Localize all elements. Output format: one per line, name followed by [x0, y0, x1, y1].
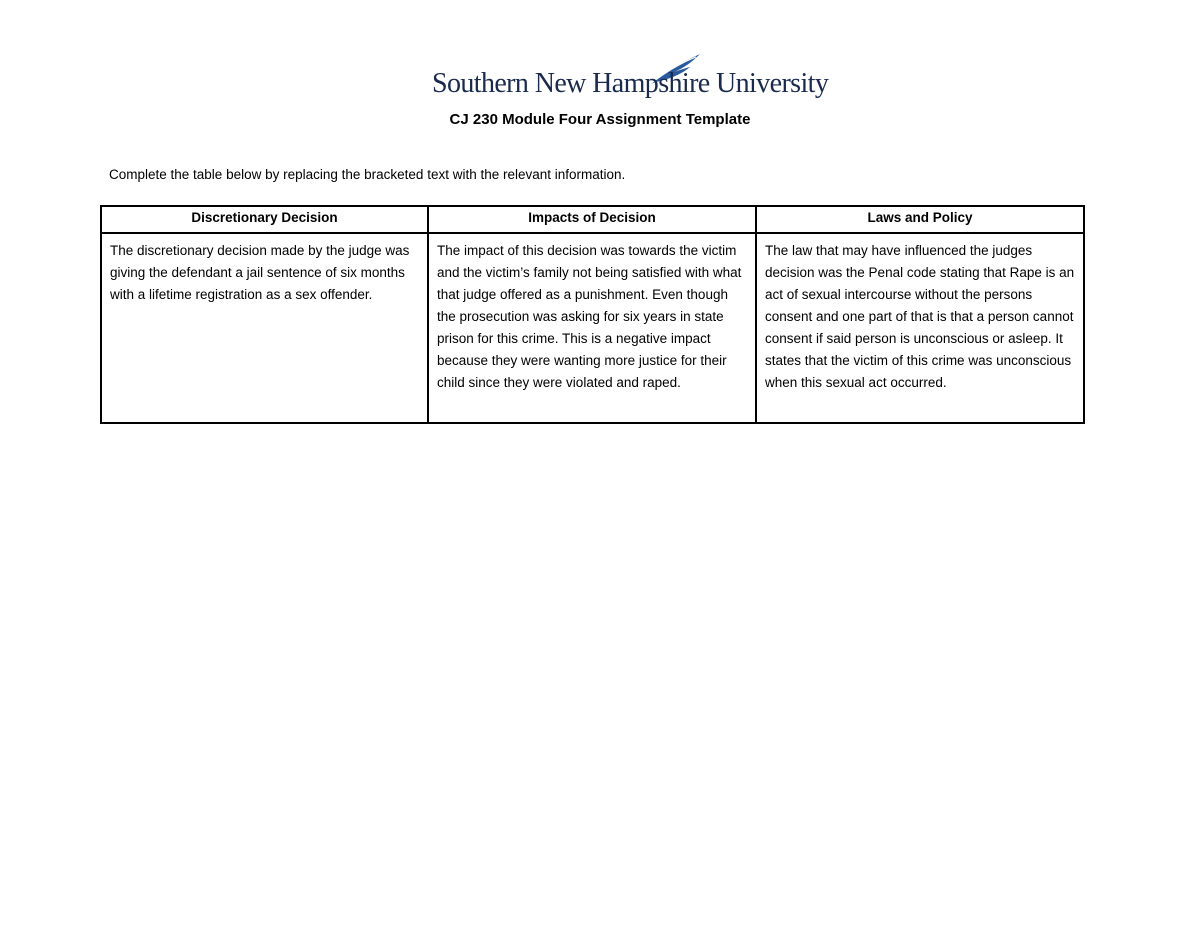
university-logo: [432, 52, 829, 106]
header-discretionary-decision: Discretionary Decision: [101, 206, 428, 233]
table-row: [101, 233, 1084, 423]
instructions-text: Complete the table below by replacing the bracketed text with the relevant information.: [109, 167, 626, 182]
table-header-row: [101, 206, 1084, 233]
document-title: CJ 230 Module Four Assignment Template: [449, 111, 751, 128]
logo-text: Southern New Hampshire University: [432, 68, 829, 99]
cell-impacts-of-decision[interactable]: The impact of this decision was towards the victim and the victim’s family not being satisfied with what that judge offered as a punishment. Even though the prosecution was asking for six years in state prison for this crime. This is a negative impact because they were wanting more justice for their child since they were violated and raped.: [428, 233, 756, 423]
cell-discretionary-decision[interactable]: The discretionary decision made by the judge was giving the defendant a jail sentence of six months with a lifetime registration as a sex offender.: [101, 233, 428, 423]
assignment-table: [100, 205, 1085, 424]
header-laws-and-policy: Laws and Policy: [756, 206, 1084, 233]
header-impacts-of-decision: Impacts of Decision: [428, 206, 756, 233]
cell-laws-and-policy[interactable]: The law that may have influenced the judges decision was the Penal code stating that Rape is an act of sexual intercourse without the persons consent and one part of that is that a person cannot consent if said person is unconscious or asleep. It states that the victim of this crime was unconscious when this sexual act occurred.: [756, 233, 1084, 423]
